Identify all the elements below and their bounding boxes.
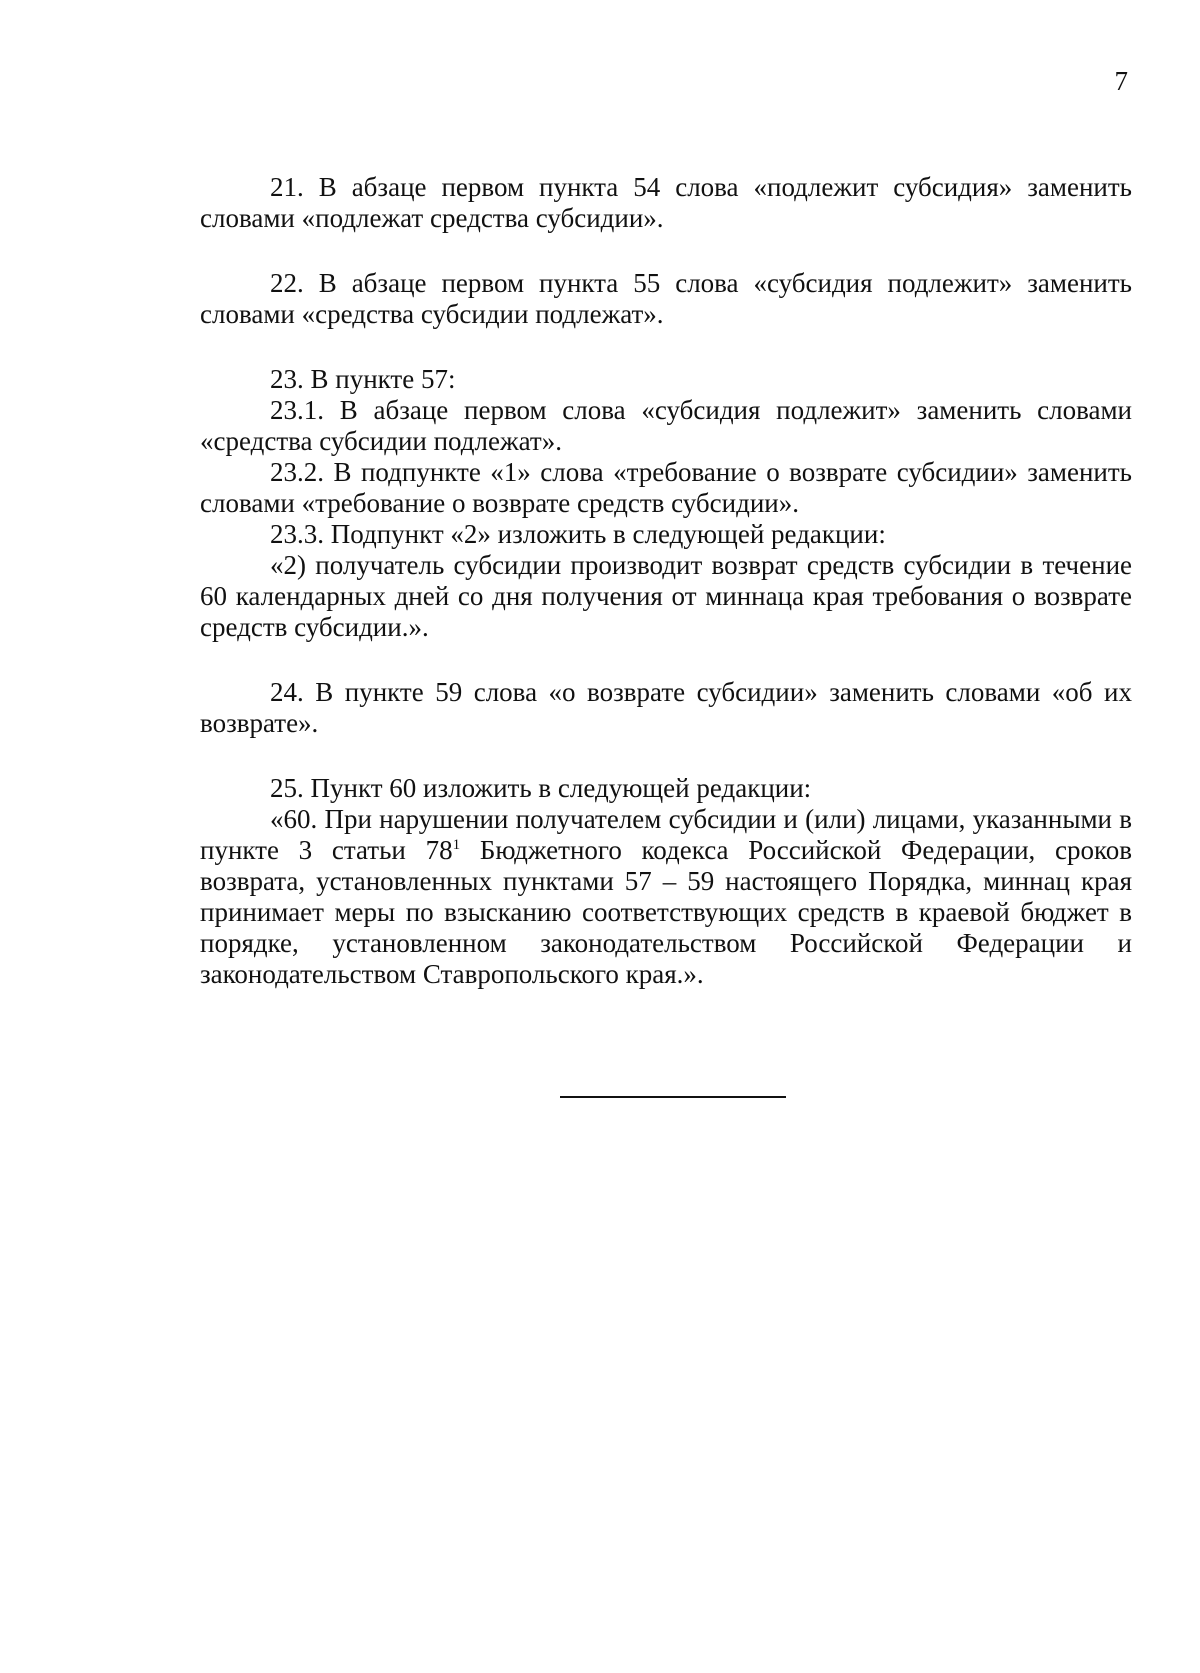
item-23-2: 23.2. В подпункте «1» слова «требование о возврате субсидии» заменить словами «требование о возврате средств субсидии». <box>200 457 1132 518</box>
item-22: 22. В абзаце первом пункта 55 слова «субсидия подлежит» заменить словами «средства субсидии подлежат». <box>200 268 1132 329</box>
item-23-1: 23.1. В абзаце первом слова «субсидия подлежит» заменить словами «средства субсидии подлежат». <box>200 395 1132 456</box>
page-number: 7 <box>1114 66 1128 96</box>
item-23-3: 23.3. Подпункт «2» изложить в следующей редакции: <box>270 519 886 549</box>
item-23-3-text: «2) получатель субсидии производит возврат средств субсидии в течение 60 календарных дней со дня получения от миннаца края требования о возврате средств субсидии.». <box>200 550 1132 642</box>
article-superscript: 1 <box>452 837 461 853</box>
paragraph-gap <box>200 739 1132 773</box>
item-25: 25. Пункт 60 изложить в следующей редакции: <box>270 773 812 803</box>
item-25-text-after: Бюджетного кодекса Российской Федерации, сроков возврата, установленных пунктами 57 – 59 настоящего Порядка, миннац края принимает меры по взысканию соответствующих средств в краевой бюджет в порядке, установленном законодательством Российской Федерации и законодательством Ставропольского края.». <box>200 835 1132 989</box>
item-23: 23. В пункте 57: <box>270 364 456 394</box>
paragraph-gap <box>200 330 1132 364</box>
item-25-text <box>200 804 1132 990</box>
document-body <box>200 172 1132 990</box>
item-25-text-before: «60. При нарушении получателем субсидии и (или) лицами, указанными в пункте 3 статьи 78 <box>200 804 1132 865</box>
end-rule <box>560 1096 786 1098</box>
item-24: 24. В пункте 59 слова «о возврате субсидии» заменить словами «об их возврате». <box>200 677 1132 738</box>
paragraph-gap <box>200 643 1132 677</box>
item-21: 21. В абзаце первом пункта 54 слова «подлежит субсидия» заменить словами «подлежат средства субсидии». <box>200 172 1132 233</box>
paragraph-gap <box>200 234 1132 268</box>
